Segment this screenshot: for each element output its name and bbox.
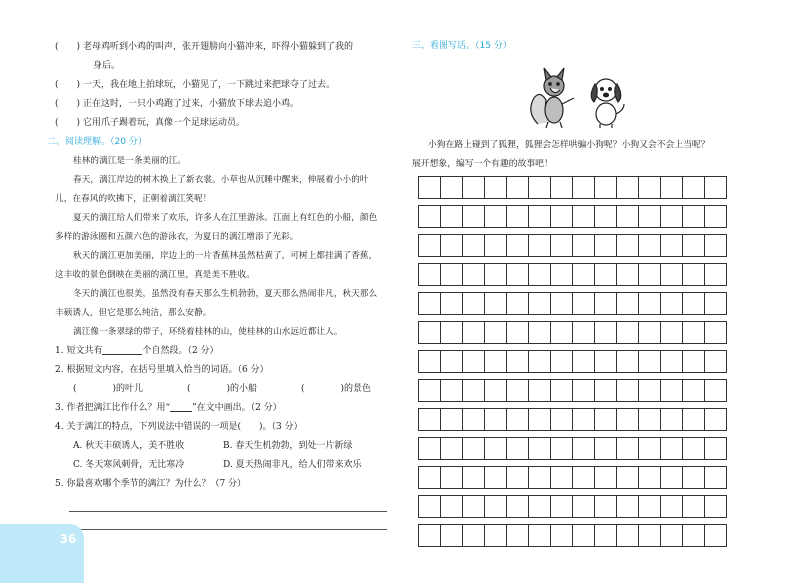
grid-cell[interactable] [704, 466, 727, 489]
grid-cell[interactable] [528, 263, 550, 286]
grid-cell[interactable] [506, 263, 528, 286]
sentence-row-4 [55, 114, 385, 133]
grid-cell[interactable] [528, 466, 550, 489]
grid-cell[interactable] [484, 292, 506, 315]
sentence-row-2 [55, 76, 385, 95]
sentence-text: 一天，我在地上拍球玩，小猫见了，一下跳过来把球夺了过去。 [83, 80, 336, 90]
option-b[interactable]: B. 春天生机勃勃，到处一片新绿 [223, 441, 353, 451]
grid-cell[interactable] [506, 466, 528, 489]
grid-cell[interactable] [418, 292, 440, 315]
grid-cell[interactable] [484, 321, 506, 344]
grid-cell[interactable] [506, 234, 528, 257]
grid-cell[interactable] [484, 408, 506, 431]
order-paren[interactable]: ( ) [55, 99, 81, 109]
grid-cell[interactable] [638, 263, 660, 286]
grid-cell[interactable] [638, 495, 660, 518]
grid-cell[interactable] [484, 437, 506, 460]
grid-cell[interactable] [528, 495, 550, 518]
grid-cell[interactable] [594, 379, 616, 402]
grid-cell[interactable] [638, 350, 660, 373]
sentence-text: 老母鸡听到小鸡的叫声，张开翅膀向小猫冲来，吓得小猫躲到了我的 [83, 42, 354, 52]
grid-cell[interactable] [682, 350, 704, 373]
grid-cell[interactable] [528, 408, 550, 431]
grid-cell[interactable] [418, 205, 440, 228]
underline-mark [170, 400, 192, 412]
grid-cell[interactable] [660, 466, 682, 489]
grid-cell[interactable] [704, 234, 727, 257]
question-3 [55, 399, 385, 418]
grid-cell[interactable] [704, 263, 727, 286]
grid-cell[interactable] [550, 524, 572, 547]
grid-cell[interactable] [660, 350, 682, 373]
grid-cell[interactable] [660, 176, 682, 199]
grid-cell[interactable] [572, 205, 594, 228]
passage-paragraph: 夏天的漓江给人们带来了欢乐，许多人在江里游泳。江面上有红色的小船，颜色多样的游泳圈和五颜六色的游泳衣，为夏日的漓江增添了光彩。 [55, 213, 378, 242]
grid-cell[interactable] [550, 408, 572, 431]
answer-line[interactable] [69, 512, 387, 530]
grid-cell[interactable] [682, 437, 704, 460]
grid-cell[interactable] [440, 437, 462, 460]
question-1 [55, 342, 385, 361]
grid-cell[interactable] [616, 466, 638, 489]
option-c[interactable]: C. 冬天寒风刺骨，无比寒冷 [73, 460, 185, 470]
grid-cell[interactable] [418, 234, 440, 257]
grid-cell[interactable] [506, 205, 528, 228]
grid-cell[interactable] [594, 234, 616, 257]
page-number: 36 [59, 532, 77, 546]
passage-paragraph: 秋天的漓江更加美丽，岸边上的一片香蕉林虽然枯黄了，可树上都挂满了香蕉，这丰收的景色倒映在美丽的漓江里，真是美不胜收。 [55, 251, 378, 280]
grid-cell[interactable] [528, 350, 550, 373]
grid-cell[interactable] [704, 524, 727, 547]
question-2-items [55, 380, 385, 399]
question-5: 5. 你最喜欢哪个季节的漓江？为什么？（7 分） [55, 479, 247, 489]
grid-cell[interactable] [484, 495, 506, 518]
grid-cell[interactable] [528, 379, 550, 402]
fox-icon [531, 68, 574, 128]
grid-cell[interactable] [462, 524, 484, 547]
grid-cell[interactable] [418, 408, 440, 431]
grid-cell[interactable] [594, 176, 616, 199]
grid-cell[interactable] [638, 176, 660, 199]
grid-cell[interactable] [440, 176, 462, 199]
grid-cell[interactable] [418, 263, 440, 286]
question-3-text: 3. 作者把漓江比作什么？用“ [55, 403, 171, 413]
grid-cell[interactable] [704, 437, 727, 460]
grid-cell[interactable] [660, 205, 682, 228]
grid-cell[interactable] [704, 495, 727, 518]
grid-cell[interactable] [506, 292, 528, 315]
grid-cell[interactable] [550, 292, 572, 315]
prompt-line: 展开想象，编写一个有趣的故事吧！ [412, 159, 553, 169]
grid-cell[interactable] [528, 321, 550, 344]
question-4: 4. 关于漓江的特点，下列说法中错误的一项是( )。（3 分） [55, 422, 303, 432]
grid-cell[interactable] [440, 524, 462, 547]
passage-paragraph: 漓江像一条翠绿的带子，环绕着桂林的山，使桂林的山水远近都让人。 [73, 327, 343, 337]
question-3-text-end: ”在文中画出。（2 分） [192, 403, 282, 413]
grid-cell[interactable] [462, 292, 484, 315]
grid-cell[interactable] [616, 524, 638, 547]
grid-cell[interactable] [594, 350, 616, 373]
answer-blank[interactable] [102, 343, 142, 355]
dog-icon [591, 79, 624, 128]
grid-cell[interactable] [462, 321, 484, 344]
grid-cell[interactable] [418, 350, 440, 373]
grid-cell[interactable] [638, 379, 660, 402]
grid-cell[interactable] [462, 408, 484, 431]
grid-cell[interactable] [638, 437, 660, 460]
section3-title: 三、看图写话。 [412, 41, 476, 51]
grid-cell[interactable] [440, 292, 462, 315]
question-2: 2. 根据短文内容，在括号里填入恰当的词语。（6 分） [55, 365, 269, 375]
grid-cell[interactable] [572, 379, 594, 402]
grid-cell[interactable] [616, 176, 638, 199]
grid-cell[interactable] [572, 495, 594, 518]
grid-cell[interactable] [528, 234, 550, 257]
grid-cell[interactable] [506, 176, 528, 199]
grid-cell[interactable] [594, 524, 616, 547]
grid-cell[interactable] [616, 205, 638, 228]
reading-passage [55, 152, 385, 342]
section2-points: （20 分） [110, 137, 147, 147]
grid-cell[interactable] [616, 321, 638, 344]
passage-paragraph: 桂林的漓江是一条美丽的江。 [73, 156, 187, 166]
grid-cell[interactable] [682, 321, 704, 344]
grid-cell[interactable] [572, 176, 594, 199]
fox-and-dog-illustration [520, 64, 640, 130]
grid-cell[interactable] [660, 408, 682, 431]
grid-cell[interactable] [572, 524, 594, 547]
fill-item[interactable]: ( )的小船 [186, 384, 258, 394]
grid-cell[interactable] [462, 437, 484, 460]
grid-cell[interactable] [638, 321, 660, 344]
grid-cell[interactable] [616, 292, 638, 315]
grid-cell[interactable] [550, 234, 572, 257]
grid-cell[interactable] [484, 350, 506, 373]
grid-cell[interactable] [572, 437, 594, 460]
grid-cell[interactable] [572, 466, 594, 489]
grid-cell[interactable] [660, 234, 682, 257]
grid-cell[interactable] [616, 495, 638, 518]
grid-cell[interactable] [484, 176, 506, 199]
question-4-options [55, 437, 385, 475]
grid-cell[interactable] [616, 379, 638, 402]
grid-cell[interactable] [682, 205, 704, 228]
grid-cell[interactable] [528, 292, 550, 315]
grid-cell[interactable] [594, 408, 616, 431]
sentence-text: 它用爪子踢着玩，真像一个足球运动员。 [83, 118, 246, 128]
grid-cell[interactable] [572, 321, 594, 344]
grid-cell[interactable] [550, 379, 572, 402]
grid-cell[interactable] [484, 524, 506, 547]
grid-cell[interactable] [682, 466, 704, 489]
fill-item[interactable]: ( )的叶儿 [73, 384, 144, 394]
grid-cell[interactable] [440, 263, 462, 286]
grid-cell[interactable] [660, 495, 682, 518]
grid-cell[interactable] [462, 176, 484, 199]
grid-cell[interactable] [506, 495, 528, 518]
grid-cell[interactable] [484, 263, 506, 286]
grid-cell[interactable] [528, 205, 550, 228]
grid-cell[interactable] [594, 205, 616, 228]
grid-cell[interactable] [462, 263, 484, 286]
grid-cell[interactable] [462, 205, 484, 228]
section2-title: 二、阅读理解。 [47, 137, 111, 147]
answer-line[interactable] [69, 494, 387, 512]
grid-cell[interactable] [704, 176, 727, 199]
grid-cell[interactable] [528, 437, 550, 460]
grid-cell[interactable] [506, 524, 528, 547]
grid-cell[interactable] [484, 379, 506, 402]
prompt-line: 小狗在路上碰到了狐狸，狐狸会怎样哄骗小狗呢？小狗又会不会上当呢？ [428, 140, 710, 150]
grid-cell[interactable] [418, 495, 440, 518]
grid-cell[interactable] [418, 524, 440, 547]
grid-cell[interactable] [462, 466, 484, 489]
grid-cell[interactable] [616, 234, 638, 257]
grid-cell[interactable] [440, 495, 462, 518]
grid-cell[interactable] [418, 437, 440, 460]
grid-cell[interactable] [484, 205, 506, 228]
grid-cell[interactable] [638, 205, 660, 228]
grid-cell[interactable] [550, 205, 572, 228]
grid-cell[interactable] [616, 263, 638, 286]
grid-cell[interactable] [638, 408, 660, 431]
grid-cell[interactable] [550, 437, 572, 460]
sentence-text: 正在这时，一只小鸡跑了过来，小猫放下球去追小鸡。 [83, 99, 300, 109]
grid-cell[interactable] [550, 495, 572, 518]
grid-cell[interactable] [638, 466, 660, 489]
grid-cell[interactable] [418, 466, 440, 489]
grid-cell[interactable] [682, 292, 704, 315]
grid-cell[interactable] [572, 408, 594, 431]
order-paren[interactable]: ( ) [55, 80, 81, 90]
grid-cell[interactable] [616, 408, 638, 431]
order-paren[interactable]: ( ) [55, 118, 81, 128]
fill-item[interactable]: ( )的景色 [300, 384, 371, 394]
question-1-text-end: 个自然段。（2 分） [142, 346, 219, 356]
right-column [412, 38, 752, 169]
grid-cell[interactable] [506, 321, 528, 344]
section3-heading [412, 38, 752, 51]
grid-cell[interactable] [506, 408, 528, 431]
grid-cell[interactable] [638, 292, 660, 315]
grid-cell[interactable] [440, 466, 462, 489]
writing-grid[interactable] [418, 176, 726, 546]
grid-cell[interactable] [594, 263, 616, 286]
grid-cell[interactable] [418, 321, 440, 344]
grid-cell[interactable] [682, 524, 704, 547]
grid-cell[interactable] [616, 350, 638, 373]
option-a[interactable]: A. 秋天丰硕诱人，美不胜收 [73, 441, 185, 451]
order-paren[interactable]: ( ) [55, 42, 81, 52]
section2-heading [47, 133, 385, 152]
grid-cell[interactable] [506, 437, 528, 460]
grid-cell[interactable] [462, 495, 484, 518]
grid-cell[interactable] [660, 292, 682, 315]
grid-cell[interactable] [682, 495, 704, 518]
passage-paragraph: 春天，漓江岸边的树木换上了新衣裳。小草也从沉睡中醒来，伸展着小小的叶儿，在春风的吹拂下，正朝着漓江笑呢！ [55, 175, 369, 204]
grid-cell[interactable] [528, 176, 550, 199]
section3-points: （15 分） [475, 41, 512, 51]
sentence-text-cont: 身后。 [93, 61, 121, 71]
grid-cell[interactable] [616, 437, 638, 460]
grid-cell[interactable] [418, 379, 440, 402]
grid-cell[interactable] [660, 263, 682, 286]
grid-cell[interactable] [638, 524, 660, 547]
grid-cell[interactable] [682, 234, 704, 257]
grid-cell[interactable] [704, 321, 727, 344]
grid-cell[interactable] [638, 234, 660, 257]
grid-cell[interactable] [572, 234, 594, 257]
grid-cell[interactable] [704, 292, 727, 315]
grid-cell[interactable] [660, 379, 682, 402]
grid-cell[interactable] [462, 350, 484, 373]
grid-cell[interactable] [440, 205, 462, 228]
grid-cell[interactable] [572, 263, 594, 286]
grid-cell[interactable] [660, 437, 682, 460]
grid-cell[interactable] [704, 408, 727, 431]
left-column [47, 38, 385, 530]
grid-cell[interactable] [462, 379, 484, 402]
grid-cell[interactable] [682, 263, 704, 286]
grid-cell[interactable] [462, 234, 484, 257]
grid-cell[interactable] [594, 292, 616, 315]
grid-cell[interactable] [550, 321, 572, 344]
grid-cell[interactable] [418, 176, 440, 199]
grid-cell[interactable] [682, 176, 704, 199]
sentence-row-1-cont [55, 57, 385, 76]
grid-cell[interactable] [440, 321, 462, 344]
grid-cell[interactable] [484, 234, 506, 257]
grid-cell[interactable] [440, 350, 462, 373]
grid-cell[interactable] [594, 466, 616, 489]
grid-cell[interactable] [704, 350, 727, 373]
grid-cell[interactable] [682, 408, 704, 431]
grid-cell[interactable] [660, 321, 682, 344]
question-1-text: 1. 短文共有 [55, 346, 103, 356]
grid-cell[interactable] [440, 234, 462, 257]
grid-cell[interactable] [682, 379, 704, 402]
grid-cell[interactable] [550, 176, 572, 199]
grid-cell[interactable] [572, 350, 594, 373]
grid-cell[interactable] [550, 263, 572, 286]
grid-cell[interactable] [594, 321, 616, 344]
writing-prompt [412, 136, 752, 174]
grid-cell[interactable] [440, 379, 462, 402]
option-d[interactable]: D. 夏天热闹非凡，给人们带来欢乐 [223, 460, 362, 470]
grid-cell[interactable] [572, 292, 594, 315]
grid-cell[interactable] [506, 350, 528, 373]
grid-cell[interactable] [440, 408, 462, 431]
grid-cell[interactable] [594, 437, 616, 460]
grid-cell[interactable] [704, 379, 727, 402]
grid-cell[interactable] [594, 495, 616, 518]
passage-paragraph: 冬天的漓江也很美，虽然没有春天那么生机勃勃，夏天那么热闹非凡，秋天那么丰硕诱人，但它是那么纯洁，那么安静。 [55, 289, 378, 318]
grid-cell[interactable] [484, 466, 506, 489]
grid-cell[interactable] [528, 524, 550, 547]
sentence-row-1 [55, 38, 385, 57]
sentence-row-3 [55, 95, 385, 114]
grid-cell[interactable] [660, 524, 682, 547]
grid-cell[interactable] [550, 350, 572, 373]
grid-cell[interactable] [704, 205, 727, 228]
grid-cell[interactable] [550, 466, 572, 489]
grid-cell[interactable] [506, 379, 528, 402]
